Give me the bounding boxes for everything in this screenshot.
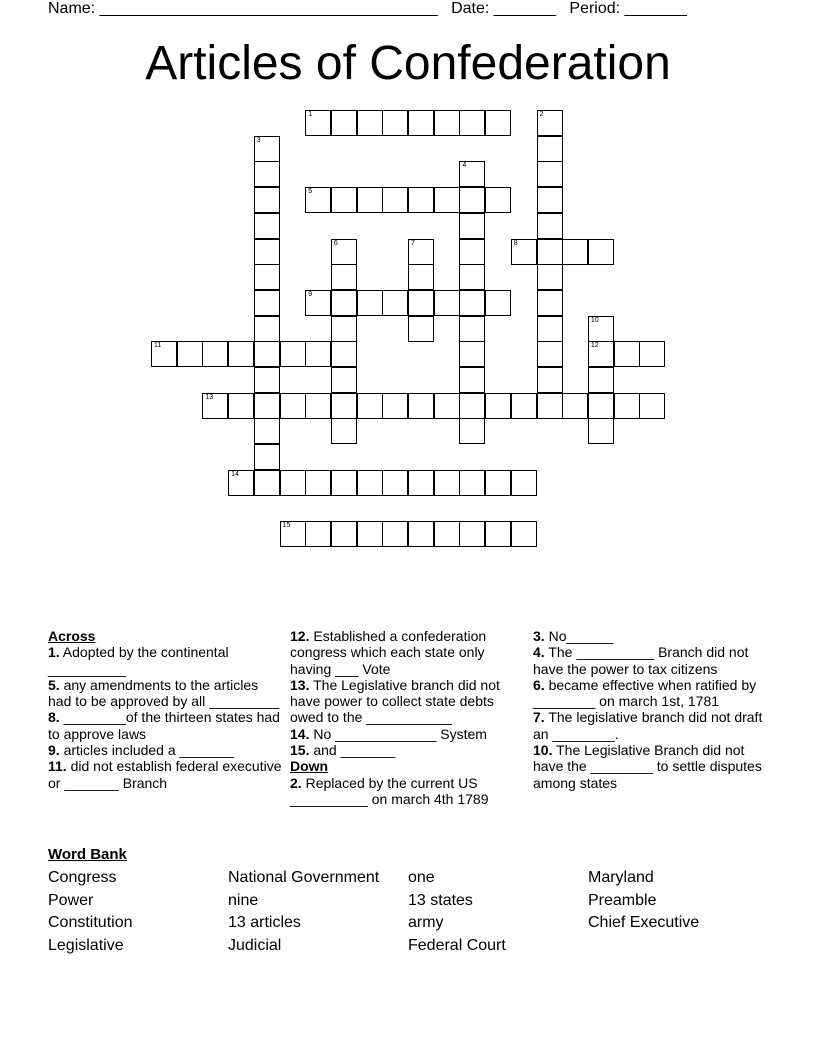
crossword-cell[interactable]	[254, 470, 280, 496]
clue-down-7: 7. The legislative branch did not draft an ________.	[533, 709, 763, 742]
crossword-cell[interactable]	[485, 187, 511, 213]
clue-number: 10	[590, 316, 599, 324]
clue-number: 13	[205, 393, 214, 401]
crossword-cell[interactable]	[485, 110, 511, 136]
crossword-cell[interactable]	[254, 239, 280, 265]
crossword-cell[interactable]	[434, 521, 460, 547]
word-bank-word: Maryland	[588, 869, 654, 886]
crossword-cell[interactable]	[280, 521, 306, 547]
name-blank[interactable]: ______________________________________	[99, 0, 438, 17]
clue-across-8: 8. ________of the thirteen states had to approve laws	[48, 709, 280, 742]
crossword-cell[interactable]	[459, 213, 485, 239]
crossword-cell[interactable]	[588, 341, 614, 367]
crossword-cell[interactable]	[331, 521, 357, 547]
clue-number: 4	[462, 162, 467, 170]
crossword-cell[interactable]	[408, 290, 434, 316]
crossword-cell[interactable]	[408, 264, 434, 290]
crossword-cell[interactable]	[331, 367, 357, 393]
crossword-cell[interactable]	[254, 418, 280, 444]
crossword-cell[interactable]	[254, 161, 280, 187]
crossword-cell[interactable]	[459, 367, 485, 393]
page-title: Articles of Confederation	[145, 37, 671, 90]
clue-across-5: 5. any amendments to the articles had to be approved by all _________	[48, 676, 280, 710]
crossword-cell[interactable]	[254, 290, 280, 316]
date-label: Date:	[451, 0, 490, 17]
crossword-cell[interactable]	[331, 470, 357, 496]
clue-across-13: 13. The Legislative branch did not have power to collect state debts owed to the ___________	[290, 676, 500, 726]
crossword-cell[interactable]	[537, 393, 563, 419]
clues-column-2	[290, 628, 522, 807]
clue-down-10: 10. The Legislative Branch did not have the ________ to settle disputes among states	[533, 742, 762, 791]
crossword-cell[interactable]	[305, 290, 331, 316]
crossword-cell[interactable]	[331, 110, 357, 136]
crossword-cell[interactable]	[511, 239, 537, 265]
crossword-cell[interactable]	[434, 187, 460, 213]
crossword-cell[interactable]	[254, 316, 280, 342]
crossword-cell[interactable]	[459, 290, 485, 316]
crossword-cell[interactable]	[485, 393, 511, 419]
crossword-cell[interactable]	[357, 290, 383, 316]
word-bank-word: Judicial	[228, 936, 282, 954]
crossword-cell[interactable]	[254, 187, 280, 213]
clue-down-2: 2. Replaced by the current US __________ on march 4th 1789	[290, 774, 489, 807]
crossword-cell[interactable]	[562, 393, 588, 419]
crossword-cell[interactable]	[331, 290, 357, 316]
crossword-cell[interactable]	[408, 110, 434, 136]
crossword-cell[interactable]	[408, 393, 434, 419]
word-bank-word: Preamble	[588, 891, 657, 909]
crossword-cell[interactable]	[459, 470, 485, 496]
crossword-cell[interactable]	[639, 393, 665, 419]
crossword-cell[interactable]	[614, 341, 640, 367]
crossword-cell[interactable]	[588, 367, 614, 393]
crossword-cell[interactable]	[331, 341, 357, 367]
crossword-cell[interactable]	[588, 393, 614, 419]
crossword-cell[interactable]	[254, 213, 280, 239]
crossword-cell[interactable]	[408, 187, 434, 213]
clue-across-11: 11. did not establish federal executive or _______ Branch	[48, 758, 282, 791]
word-bank-word: Chief Executive	[588, 914, 700, 931]
clue-number: 11	[154, 342, 162, 350]
down-heading: Down	[290, 758, 329, 775]
crossword-cell[interactable]	[382, 521, 408, 547]
clue-number: 7	[411, 239, 415, 247]
crossword-cell[interactable]	[434, 393, 460, 419]
crossword-cell[interactable]	[537, 136, 563, 162]
crossword-cell[interactable]	[511, 470, 537, 496]
crossword-cell[interactable]	[485, 470, 511, 496]
crossword-cell[interactable]	[408, 316, 434, 342]
crossword-cell[interactable]	[537, 187, 563, 213]
clue-across-1: 1. Adopted by the continental __________	[48, 644, 229, 677]
word-bank-word: Federal Court	[408, 936, 506, 954]
crossword-cell[interactable]	[151, 341, 177, 367]
crossword-cell[interactable]	[459, 418, 485, 444]
crossword-cell[interactable]	[588, 239, 614, 265]
crossword-cell[interactable]	[357, 393, 383, 419]
crossword-cell[interactable]	[280, 470, 306, 496]
crossword-cell[interactable]	[228, 393, 254, 419]
crossword-cell[interactable]	[305, 393, 331, 419]
crossword-cell[interactable]	[357, 187, 383, 213]
crossword-cell[interactable]	[177, 341, 203, 367]
crossword-cell[interactable]	[357, 470, 383, 496]
clue-down-3: 3. No______	[533, 628, 614, 644]
crossword-cell[interactable]	[280, 341, 306, 367]
word-bank-word: one	[408, 869, 435, 886]
crossword-cell[interactable]	[459, 264, 485, 290]
crossword-cell[interactable]	[614, 393, 640, 419]
word-bank-word: 13 states	[408, 891, 473, 909]
name-label: Name:	[48, 0, 96, 17]
word-bank-word: Congress	[48, 869, 117, 886]
crossword-cell[interactable]	[459, 161, 485, 187]
crossword-cell[interactable]	[202, 341, 228, 367]
clues-column-1	[48, 628, 284, 791]
crossword-cell[interactable]	[254, 264, 280, 290]
crossword-cell[interactable]	[562, 239, 588, 265]
crossword-cell[interactable]	[459, 521, 485, 547]
clue-number: 1	[308, 111, 313, 118]
crossword-cell[interactable]	[202, 393, 228, 419]
crossword-cell[interactable]	[639, 341, 665, 367]
crossword-cell[interactable]	[537, 341, 563, 367]
crossword-cell[interactable]	[459, 393, 485, 419]
crossword-cell[interactable]	[357, 521, 383, 547]
crossword-cell[interactable]	[331, 264, 357, 290]
crossword-cell[interactable]	[305, 521, 331, 547]
crossword-cell[interactable]	[434, 470, 460, 496]
crossword-cell[interactable]	[537, 239, 563, 265]
word-bank-word: nine	[228, 891, 259, 909]
crossword-cell[interactable]	[537, 264, 563, 290]
crossword-cell[interactable]	[588, 418, 614, 444]
crossword-cell[interactable]	[280, 393, 306, 419]
period-label: Period:	[569, 0, 621, 17]
crossword-cell[interactable]	[254, 444, 280, 470]
crossword-cell[interactable]	[382, 393, 408, 419]
crossword-cell[interactable]	[254, 341, 280, 367]
word-bank-word: National Government	[228, 869, 380, 886]
clue-across-15: 15. and _______	[290, 742, 396, 759]
crossword-cell[interactable]	[459, 187, 485, 213]
clues-column-3	[533, 628, 769, 791]
clue-across-9: 9. articles included a _______	[48, 742, 235, 759]
word-bank-heading: Word Bank	[48, 846, 127, 863]
crossword-cell[interactable]	[537, 110, 563, 136]
crossword-cell[interactable]	[537, 367, 563, 393]
clue-down-6: 6. became effective when ratified by ________ on march 1st, 1781	[533, 676, 757, 710]
crossword-cell[interactable]	[331, 393, 357, 419]
clue-number: 5	[308, 188, 313, 196]
clue-number: 15	[282, 522, 291, 530]
crossword-cell[interactable]	[588, 316, 614, 342]
clue-across-14: 14. No _____________ System	[290, 725, 487, 742]
crossword-cell[interactable]	[331, 239, 357, 265]
crossword-cell[interactable]	[434, 290, 460, 316]
word-bank-word: Constitution	[48, 914, 133, 931]
clue-number: 6	[333, 239, 338, 247]
crossword-cell[interactable]	[382, 290, 408, 316]
crossword-cell[interactable]	[434, 110, 460, 136]
crossword-cell[interactable]	[305, 341, 331, 367]
crossword-cell[interactable]	[485, 290, 511, 316]
crossword-cell[interactable]	[305, 187, 331, 213]
crossword-cell[interactable]	[408, 239, 434, 265]
crossword-cell[interactable]	[382, 470, 408, 496]
crossword-cell[interactable]	[485, 521, 511, 547]
crossword-cell[interactable]	[254, 393, 280, 419]
crossword-cell[interactable]	[382, 110, 408, 136]
crossword-cell[interactable]	[382, 187, 408, 213]
crossword-cell[interactable]	[537, 161, 563, 187]
crossword-cell[interactable]	[459, 239, 485, 265]
clue-number: 3	[256, 136, 261, 144]
crossword-cell[interactable]	[408, 470, 434, 496]
word-bank-word: army	[408, 914, 444, 931]
word-bank-word: Legislative	[48, 936, 124, 954]
clue-number: 12	[590, 342, 599, 350]
crossword-cell[interactable]	[537, 213, 563, 239]
date-blank[interactable]: _______	[493, 0, 557, 17]
crossword-cell[interactable]	[357, 110, 383, 136]
crossword-cell[interactable]	[331, 418, 357, 444]
crossword-cell[interactable]	[331, 316, 357, 342]
crossword-cell[interactable]	[305, 470, 331, 496]
crossword-cell[interactable]	[537, 316, 563, 342]
crossword-cell[interactable]	[254, 136, 280, 162]
crossword-cell[interactable]	[537, 290, 563, 316]
clue-number: 8	[513, 239, 518, 247]
crossword-cell[interactable]	[408, 521, 434, 547]
word-bank-word: 13 articles	[228, 914, 301, 931]
crossword-cell[interactable]	[511, 393, 537, 419]
crossword-cell[interactable]	[228, 470, 254, 496]
period-blank[interactable]: _______	[624, 0, 687, 17]
clue-number: 9	[308, 290, 313, 298]
crossword-cell[interactable]	[459, 316, 485, 342]
crossword-cell[interactable]	[511, 521, 537, 547]
crossword-cell[interactable]	[228, 341, 254, 367]
clue-down-4: 4. The __________ Branch did not have the power to tax citizens	[533, 644, 749, 677]
clue-number: 2	[539, 111, 544, 118]
word-bank-word: Power	[48, 891, 94, 909]
crossword-cell[interactable]	[459, 341, 485, 367]
clue-across-12: 12. Established a confederation congress which each state only having ___ Vote	[290, 628, 487, 677]
crossword-cell[interactable]	[254, 367, 280, 393]
crossword-cell[interactable]	[305, 110, 331, 136]
across-heading: Across	[48, 628, 96, 644]
crossword-cell[interactable]	[331, 187, 357, 213]
crossword-cell[interactable]	[459, 110, 485, 136]
clue-number: 14	[231, 470, 239, 478]
